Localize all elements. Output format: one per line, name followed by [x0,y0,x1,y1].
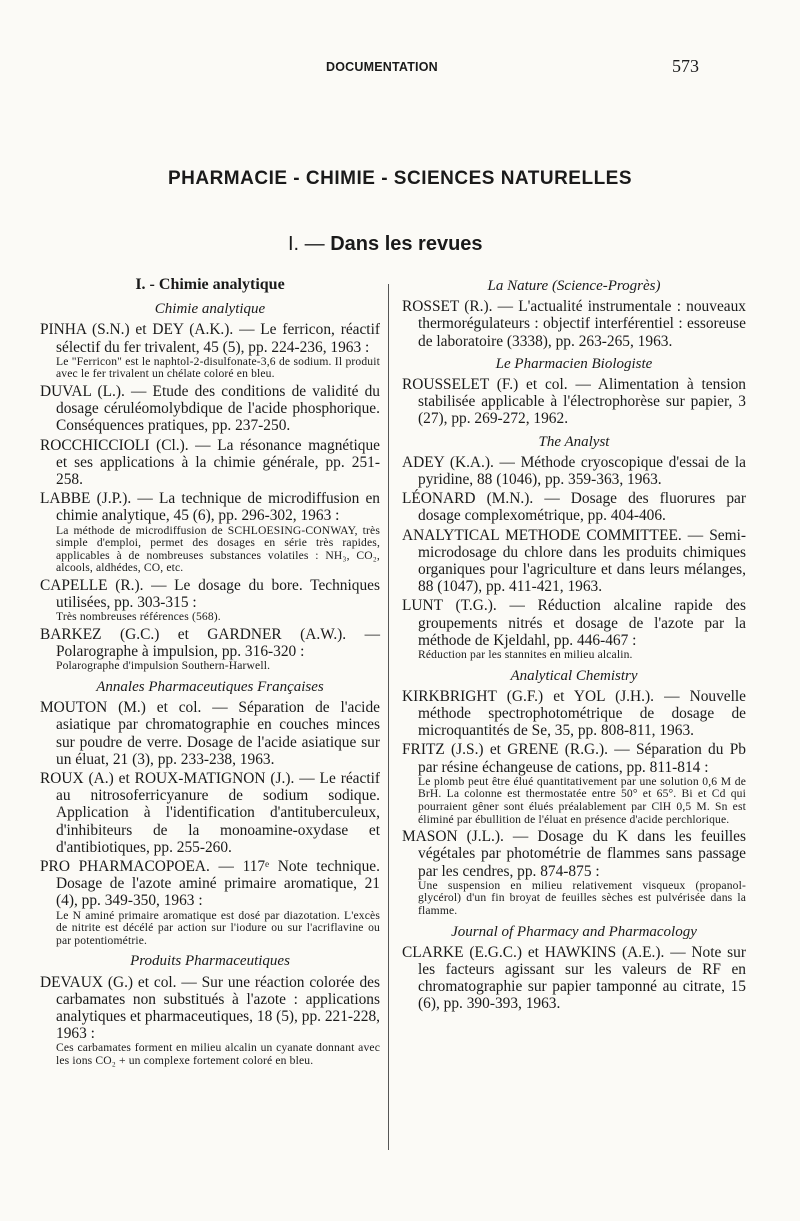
entry-text: DUVAL (L.). — Etude des conditions de validité du dosage céruléomolybdique de l'acide phosphorique. Conséquences pratiques, pp. 237-250. [40,383,380,435]
bibliography-entry [40,383,380,435]
entry-text: BARKEZ (G.C.) et GARDNER (A.W.). — Polarographe à impulsion, pp. 316-320 : [40,626,380,661]
bibliography-entry [40,626,380,673]
entry-note: Le "Ferricon" est le naphtol-2-disulfonate-3,6 de sodium. Il produit avec le fer trivalent un chélate coloré en bleu. [56,354,380,381]
entry-text: LÉONARD (M.N.). — Dosage des fluorures par dosage complexométrique, pp. 404-406. [402,490,746,525]
entry-text: KIRKBRIGHT (G.F.) et YOL (J.H.). — Nouvelle méthode spectrophotométrique de dosage de microquantités de Se, 35, pp. 808-811, 1963. [402,687,746,740]
entry-text: ADEY (K.A.). — Méthode cryoscopique d'essai de la pyridine, 88 (1046), pp. 359-363, 1963. [402,453,746,489]
entry-note: Très nombreuses références (568). [56,610,221,624]
bibliography-entry [402,688,746,740]
journal-heading: Analytical Chemistry [510,667,638,684]
bibliography-entry [402,944,746,1013]
entry-text: PINHA (S.N.) et DEY (A.K.). — Le ferricon, réactif sélectif du fer trivalent, 45 (5), pp. 224-236, 1963 : [40,321,380,356]
bibliography-entry [402,828,746,917]
entry-text: ROSSET (R.). — L'actualité instrumentale : nouveaux thermorégulateurs : objectif interférentiel : essoreuse de laboratoire (3338), pp. 263-265, 1963. [402,298,746,350]
entry-text: ROCCHICCIOLI (Cl.). — La résonance magnétique et ses applications à la chimie générale, pp. 251-258. [40,436,380,489]
entry-note: Le plomb peut être élué quantitativement par une solution 0,6 M de BrH. La colonne est thermostatée entre 50° et 65°. Bi et Cd qui pourraient gêner sont élués préalablement par ClH 0,5 M. Sn est éliminé par ébullition de l'éluat en présence d'acide perchlorique. [418,774,746,826]
entry-text: PRO PHARMACOPOEA. — 117ᵉ Note technique. Dosage de l'azote aminé primaire aromatique, 21 (4), pp. 349-350, 1963 : [40,858,380,910]
journal-heading: Journal of Pharmacy and Pharmacology [451,923,697,940]
entry-note: Polarographe d'impulsion Southern-Harwell. [56,659,271,673]
bibliography-entry [402,527,746,596]
column-divider [388,284,389,1150]
entry-note: Réduction par les stannites en milieu alcalin. [418,648,633,662]
journal-heading: La Nature (Science-Progrès) [487,278,661,294]
journal-heading: The Analyst [538,433,610,450]
entry-text: CLARKE (E.G.C.) et HAWKINS (A.E.). — Note sur les facteurs agissant sur les valeurs de RF en chromatographie sur papier tamponné au citrate, 15 (6), pp. 390-393, 1963. [402,943,746,1013]
entry-text: DEVAUX (G.) et col. — Sur une réaction colorée des carbamates non substitués à l'azote : applications analytiques et pharmaceutiques, 18 (5), pp. 221-228, 1963 : [40,973,380,1043]
running-header [0,56,800,80]
journal-heading: Annales Pharmaceutiques Françaises [96,679,324,695]
bibliography-entry [402,376,746,428]
bibliography-entry [40,577,380,624]
entry-text: CAPELLE (R.). — Le dosage du bore. Techniques utilisées, pp. 303-315 : [40,577,380,612]
journal-heading: Le Pharmacien Biologiste [495,355,653,372]
bibliography-entry [402,298,746,350]
bibliography-entry [40,437,380,489]
journal-heading: Chimie analytique [154,301,266,318]
bibliography-entry [402,741,746,826]
entry-note: La méthode de microdiffusion de SCHLOESING-CONWAY, très simple d'emploi, permet des dosages en série très rapides, applicables à de nombreuses substances volatiles : NH₃, CO₂, alcools, aldhédes, CO, etc. [56,523,380,575]
header-title: DOCUMENTATION [326,60,438,74]
entry-text: LABBE (J.P.). — La technique de microdiffusion en chimie analytique, 45 (6), pp. 296-302, 1963 : [40,490,380,525]
entry-text: ROUX (A.) et ROUX-MATIGNON (J.). — Le réactif au nitrosoferricyanure de sodium sodique. Application à l'identification d'antituberculeux, d'inhibiteurs de la monoamine-oxydase et d'antibiotiques, pp. 255-260. [40,770,380,856]
bibliography-entry [40,490,380,575]
entry-note: Une suspension en milieu relativement visqueux (propanol-glycérol) d'un fin broyat de feuilles sèches est pulvérisée dans la flamme. [418,878,746,918]
bibliography-entry [402,597,746,661]
subtitle-bold: Dans les revues [330,233,483,255]
entry-text: LUNT (T.G.). — Réduction alcaline rapide des groupements nitrés et dosage de l'azote par la méthode de Kjeldahl, pp. 446-467 : [402,597,746,649]
entry-note: Ces carbamates forment en milieu alcalin un cyanate donnant avec les ions CO₂ + un complexe fortement coloré en bleu. [56,1041,380,1068]
left-column [40,272,380,1070]
main-title: PHARMACIE - CHIMIE - SCIENCES NATURELLES [167,168,633,189]
entry-text: MOUTON (M.) et col. — Séparation de l'acide asiatique par chromatographie en couches minces sur poudre de verre. Dosage de l'acide asiatique sur un éluat, 21 (3), pp. 233-238, 1963. [40,699,380,768]
bibliography-entry [402,454,746,488]
subtitle [288,233,483,256]
subtitle-prefix: I. — [288,233,331,255]
entry-text: ANALYTICAL METHODE COMMITTEE. — Semi-microdosage du chlore dans les produits chimiques organiques pour l'agriculture et dans leurs mélanges, 88 (1047), pp. 411-421, 1963. [402,526,746,596]
bibliography-entry [40,321,380,381]
bibliography-entry [40,699,380,768]
bibliography-entry [402,490,746,524]
right-column [402,272,746,1015]
bibliography-entry [40,770,380,856]
bibliography-entry [40,858,380,947]
entry-text: ROUSSELET (F.) et col. — Alimentation à tension stabilisée applicable à l'électrophorèse sur papier, 3 (27), pp. 269-272, 1962. [402,376,746,428]
entry-note: Le N aminé primaire aromatique est dosé par diazotation. L'excès de nitrite est décélé par action sur l'iodure ou sur l'acriflavine ou par potentiométrie. [56,908,380,947]
bibliography-entry [40,974,380,1068]
page-number: 573 [672,56,699,76]
entry-text: MASON (J.L.). — Dosage du K dans les feuilles végétales par photométrie de flammes sans passage par les cendres, pp. 874-875 : [402,828,746,880]
journal-heading: Produits Pharmaceutiques [130,953,290,970]
section-heading: I. - Chimie analytique [135,276,285,293]
entry-text: FRITZ (J.S.) et GRENE (R.G.). — Séparation du Pb par résine échangeuse de cations, pp. 811-814 : [402,741,746,776]
